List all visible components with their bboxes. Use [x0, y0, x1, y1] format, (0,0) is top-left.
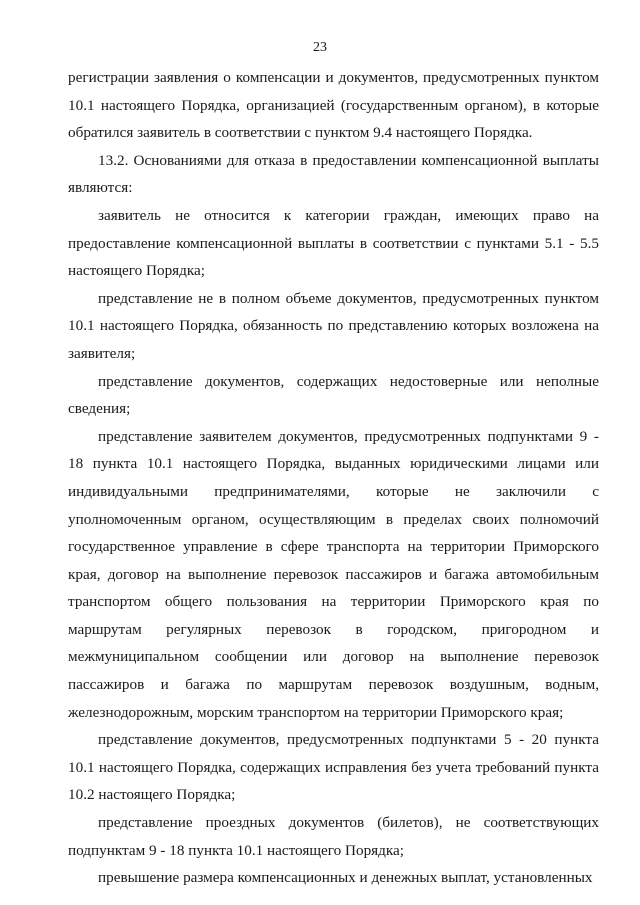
paragraph-reason-corrections: представление документов, предусмотренных подпунктами 5 - 20 пункта 10.1 настоящего Порядка, содержащих исправления без учета требований пункта 10.2 настоящего Порядка; [68, 731, 599, 804]
document-body [68, 64, 599, 892]
paragraph-reason-incomplete-documents: представление не в полном объеме документов, предусмотренных пунктом 10.1 настоящего Порядка, обязанность по представлению которых возложена на заявителя; [68, 289, 599, 362]
paragraph-reason-category: заявитель не относится к категории граждан, имеющих право на предоставление компенсационной выплаты в соответствии с пунктами 5.1 - 5.5 настоящего Порядка; [68, 206, 599, 280]
paragraph-reason-excess: превышение размера компенсационных и денежных выплат, установленных [98, 869, 593, 887]
paragraph-continuation: регистрации заявления о компенсации и документов, предусмотренных пунктом 10.1 настоящего Порядка, организацией (государственным органом), в которые обратился заявитель в соответствии с пунктом 9.4 настоящего Порядка. [68, 69, 599, 142]
paragraph-reason-no-contract: представление заявителем документов, предусмотренных подпунктами 9 - 18 пункта 10.1 настоящего Порядка, выданных юридическими лицами или индивидуальными предпринимателями, которые не заключили с уполномоченным органом, осуществляющим в пределах своих полномочий государственное управление в сфере транспорта на территории Приморского края, договор на выполнение перевозок пассажиров и багажа автомобильным транспортом общего пользования на территории Приморского края по маршрутам регулярных перевозок в городском, пригородном и межмуниципальном сообщении или договор на выполнение перевозок пассажиров и багажа по маршрутам перевозок воздушным, водным, железнодорожным, морским транспортом на территории Приморского края; [68, 427, 599, 721]
paragraph-reason-unreliable-info: представление документов, содержащих недостоверные или неполные сведения; [68, 372, 599, 418]
page-number: 23 [313, 40, 327, 55]
paragraph-section-13-2: 13.2. Основаниями для отказа в предоставлении компенсационной выплаты являются: [68, 151, 599, 197]
paragraph-reason-tickets: представление проездных документов (билетов), не соответствующих подпунктам 9 - 18 пункта 10.1 настоящего Порядка; [68, 814, 599, 859]
